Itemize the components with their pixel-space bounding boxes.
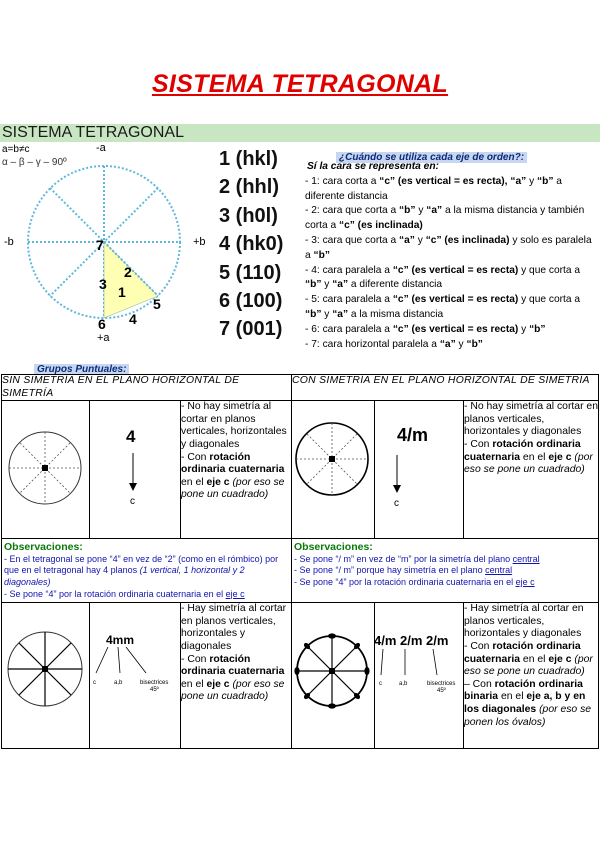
face-triangle (104, 242, 158, 318)
face-num-3: 3 (99, 276, 107, 292)
face-item-num: - 1: (305, 175, 320, 187)
face-num-5: 5 (153, 296, 161, 312)
stereographic-projection (18, 154, 190, 332)
face-item-1 (305, 175, 598, 205)
desc-bold: eje c (548, 451, 572, 463)
face-item-bold: “b” (313, 249, 330, 261)
face-item-2 (305, 204, 598, 234)
stereogram-4m (292, 401, 374, 531)
face-item-num: - 7: (305, 338, 320, 350)
face-item-4 (305, 264, 598, 294)
axis-label-minus-a: -a (96, 142, 106, 154)
desc-bold: eje a, b (526, 691, 562, 703)
symbol-4-cell (90, 401, 181, 539)
desc-italic: (por eso se pone un cuadrado) (181, 678, 285, 703)
axis-arrows-icon (375, 649, 465, 679)
desc-text: - Con (181, 653, 207, 665)
observations-right (292, 539, 599, 603)
face-item-text: a diferente distancia (350, 279, 443, 291)
stereogram-4 (2, 401, 88, 531)
face-item-text: cara paralela a (322, 294, 390, 306)
face-item-text: y que corta a (521, 294, 581, 306)
face-item-num: - 2: (305, 205, 320, 217)
desc-4mm (181, 603, 292, 749)
desc-text: - Con (464, 640, 490, 652)
face-item-num: - 4: (305, 264, 320, 276)
face-item-6 (305, 323, 598, 338)
angle-45-label: 45º (150, 687, 159, 694)
face-item-bold: “c” (es vertical = es recta) (392, 323, 519, 335)
header-no-horizontal-plane: SIN SIMETRÍA EN EL PLANO HORIZONTAL DE SIMETRÍA (2, 375, 292, 401)
observation-underline: eje c (225, 588, 245, 599)
desc-text: en el (522, 451, 546, 463)
observation-line: - En el tetragonal se pone “4” en vez de “2” (como en el rómbico) por que en el tetragonal hay 4 planos (4, 553, 279, 576)
banner-label: SISTEMA TETRAGONAL (2, 124, 184, 141)
stereogram-4mm (2, 603, 88, 743)
face-item-num: - 6: (305, 323, 320, 335)
hkl-3: 3 (h0l) (219, 205, 278, 227)
face-item-bold: “b” (529, 323, 546, 335)
axis-c-label: c (93, 680, 96, 687)
face-item-text: a la misma distancia y también corta a (305, 205, 585, 232)
axis-c-label: c (394, 498, 399, 510)
faces-intro: Sí la cara se representa en: (307, 161, 439, 172)
face-item-bold: “c” (es inclinada) (425, 234, 510, 246)
symbol-4m: 4/m (397, 425, 429, 446)
desc-bold: eje c (548, 653, 572, 665)
axis-label-plus-a: +a (97, 332, 110, 344)
face-item-bold: “b” (305, 308, 322, 320)
observation-italic: (1 vertical, 1 horizontal y 2 diagonales) (4, 565, 245, 587)
face-num-2: 2 (124, 264, 132, 280)
face-item-num: - 3: (305, 234, 320, 246)
hkl-4: 4 (hk0) (219, 233, 284, 255)
face-item-bold: “c” (es inclinada) (339, 220, 423, 232)
face-item-7 (305, 338, 598, 353)
desc-bold: rotación ordinaria cuaternaria (464, 438, 581, 463)
face-item-text: a la misma distancia (350, 308, 444, 320)
observation-text (294, 554, 596, 589)
observation-text (4, 554, 289, 600)
desc-bold: rotación ordinaria binaria (464, 678, 583, 703)
observations-left (2, 539, 292, 603)
face-item-text: cara paralela a (322, 264, 390, 276)
point-groups-title: Grupos Puntuales: (34, 364, 129, 375)
bisectrices-label: bisectrices (427, 681, 456, 688)
hkl-1: 1 (hkl) (219, 148, 278, 170)
face-num-7: 7 (96, 237, 104, 253)
square-symbol-icon (42, 465, 48, 471)
face-item-text: y (458, 338, 464, 350)
face-num-6: 6 (98, 316, 106, 332)
square-symbol-icon (42, 666, 48, 672)
desc-text: en el (181, 678, 204, 690)
face-num-1: 1 (118, 284, 126, 300)
desc-text: en el (500, 691, 524, 703)
face-item-text: a diferente distancia (305, 175, 562, 202)
desc-bold: los diagonales (464, 703, 537, 715)
desc-bold: rotación ordinaria cuaternaria (181, 451, 285, 476)
observations-title: Observaciones: (4, 541, 83, 554)
faces-list (305, 160, 598, 352)
face-item-text: cara corta a (322, 175, 377, 187)
desc-text: en el (522, 653, 546, 665)
face-item-text: y (521, 323, 527, 335)
axis-ab-label: a,b (114, 680, 123, 687)
page-title: SISTEMA TETRAGONAL (151, 70, 449, 98)
desc-italic: (por eso se pone un cuadrado) (181, 476, 285, 501)
square-symbol-icon (329, 456, 335, 462)
observation-line: - Se pone “/ m” porque hay simetría en el plano (294, 565, 483, 576)
face-item-text: y (418, 205, 424, 217)
face-item-bold: “a” (510, 175, 527, 187)
face-item-text: cara paralela a (322, 323, 390, 335)
desc-text: - Con (464, 438, 490, 450)
desc-4 (181, 401, 292, 539)
stereogram-4-cell (2, 401, 90, 539)
desc-italic: (por eso se pone un cuadrado) (464, 451, 593, 476)
desc-text: - No hay simetría al cortar en planos verticales, horizontales y diagonales (181, 401, 287, 450)
desc-bold: rotación ordinaria cuaternaria (464, 640, 581, 665)
observation-underline: eje c (515, 576, 535, 587)
symbol-4: 4 (126, 427, 136, 447)
hkl-6: 6 (100) (219, 290, 283, 312)
face-item-text: y solo es paralela a (305, 234, 592, 261)
axis-ab-label: a,b (399, 681, 408, 688)
desc-italic: (por eso se pone un cuadrado) (464, 653, 593, 678)
observation-underline: central (485, 565, 513, 576)
desc-4m (464, 401, 599, 539)
header-with-horizontal-plane: CON SIMETRÍA EN EL PLANO HORIZONTAL DE SIMETRÍA (292, 375, 599, 401)
face-item-bold: “b” (537, 175, 554, 187)
bisectrices-label: bisectrices (140, 680, 169, 687)
stereogram-4m-cell (292, 401, 375, 539)
lattice-relation: a=b≠c (2, 144, 30, 155)
axis-c-label: c (130, 496, 135, 508)
face-item-bold: “a” (426, 205, 443, 217)
desc-text: - Hay simetría al cortar en planos verticales, horizontales y diagonales (181, 603, 287, 652)
face-item-bold: “a” (332, 308, 349, 320)
desc-text: – Con (464, 678, 492, 690)
angle-45-label: 45º (437, 688, 446, 695)
face-item-3 (305, 234, 598, 264)
desc-bold: rotación ordinaria cuaternaria (181, 653, 285, 678)
hkl-7: 7 (001) (219, 318, 283, 340)
face-item-bold: “b” (466, 338, 483, 350)
observation-line: - Se pone “/ m” en vez de “m” por la simetría del plano (294, 553, 511, 564)
axis-c-label: c (379, 681, 382, 688)
face-item-bold: , (504, 175, 508, 187)
symbol-4m2m2m: 4/m 2/m 2/m (374, 633, 449, 649)
desc-text: en el (181, 476, 204, 488)
face-item-text: y (324, 308, 330, 320)
face-item-bold: “b” (305, 279, 322, 291)
axis-arrows-icon (90, 647, 180, 677)
observation-underline: central (512, 553, 540, 564)
face-item-bold: “c” (es vertical = es recta) (392, 294, 519, 306)
axis-label-minus-b: -b (4, 236, 14, 248)
symbol-4m2m2m-cell (375, 603, 464, 749)
desc-bold: eje c (206, 476, 230, 488)
axis-label-plus-b: +b (193, 236, 206, 248)
hkl-2: 2 (hhl) (219, 176, 279, 198)
face-item-bold: “c” (es vertical = es recta) (392, 264, 519, 276)
face-item-num: - 5: (305, 294, 320, 306)
symbol-4mm-cell (90, 603, 181, 749)
square-symbol-icon (329, 668, 335, 674)
observations-title: Observaciones: (294, 541, 373, 554)
stereogram-4m2m2m (292, 603, 374, 743)
face-item-bold: “c” (es vertical = es recta) (379, 175, 505, 187)
hkl-5: 5 (110) (219, 262, 282, 284)
face-item-bold: “a” (332, 279, 349, 291)
desc-text: - No hay simetría al cortar en planos verticales, horizontales y diagonales (464, 401, 598, 438)
face-item-bold: “b” (399, 205, 416, 217)
desc-bold: eje c (206, 678, 230, 690)
desc-text: - Con (181, 451, 207, 463)
face-item-bold: “a” (399, 234, 415, 246)
face-item-text: y que corta a (521, 264, 581, 276)
stereogram-4mm-cell (2, 603, 90, 749)
angle-relation: α – β – γ – 90º (2, 157, 67, 168)
face-item-bold: “a” (439, 338, 456, 350)
face-item-text: cara horizontal paralela a (322, 338, 437, 350)
face-item-text: y (529, 175, 535, 187)
stereogram-4m2m2m-cell (292, 603, 375, 749)
desc-bold: y en (564, 691, 586, 703)
down-arrow-icon (391, 455, 403, 495)
desc-4m2m2m (464, 603, 599, 749)
desc-text: - Hay simetría al cortar en planos verticales, horizontales y diagonales (464, 603, 584, 640)
face-item-text: cara que corta a (322, 205, 397, 217)
symbol-4m-cell (375, 401, 464, 539)
symbol-4mm: 4mm (106, 633, 135, 648)
face-item-text: cara que corta a (322, 234, 397, 246)
face-item-text: y (417, 234, 423, 246)
face-item-5 (305, 293, 598, 323)
point-groups-table (1, 374, 599, 749)
section-banner (0, 124, 600, 142)
face-num-4: 4 (129, 311, 137, 327)
observation-line: - Se pone “4” por la rotación ordinaria cuaternaria en el (294, 576, 514, 587)
face-item-text: y (324, 279, 330, 291)
question-title: ¿Cuándo se utiliza cada eje de orden?: (336, 152, 527, 163)
down-arrow-icon (127, 453, 139, 493)
observation-line: - Se pone “4” por la rotación ordinaria cuaternaria en el (4, 588, 224, 599)
desc-italic: (por eso se ponen los óvalos) (464, 703, 592, 728)
